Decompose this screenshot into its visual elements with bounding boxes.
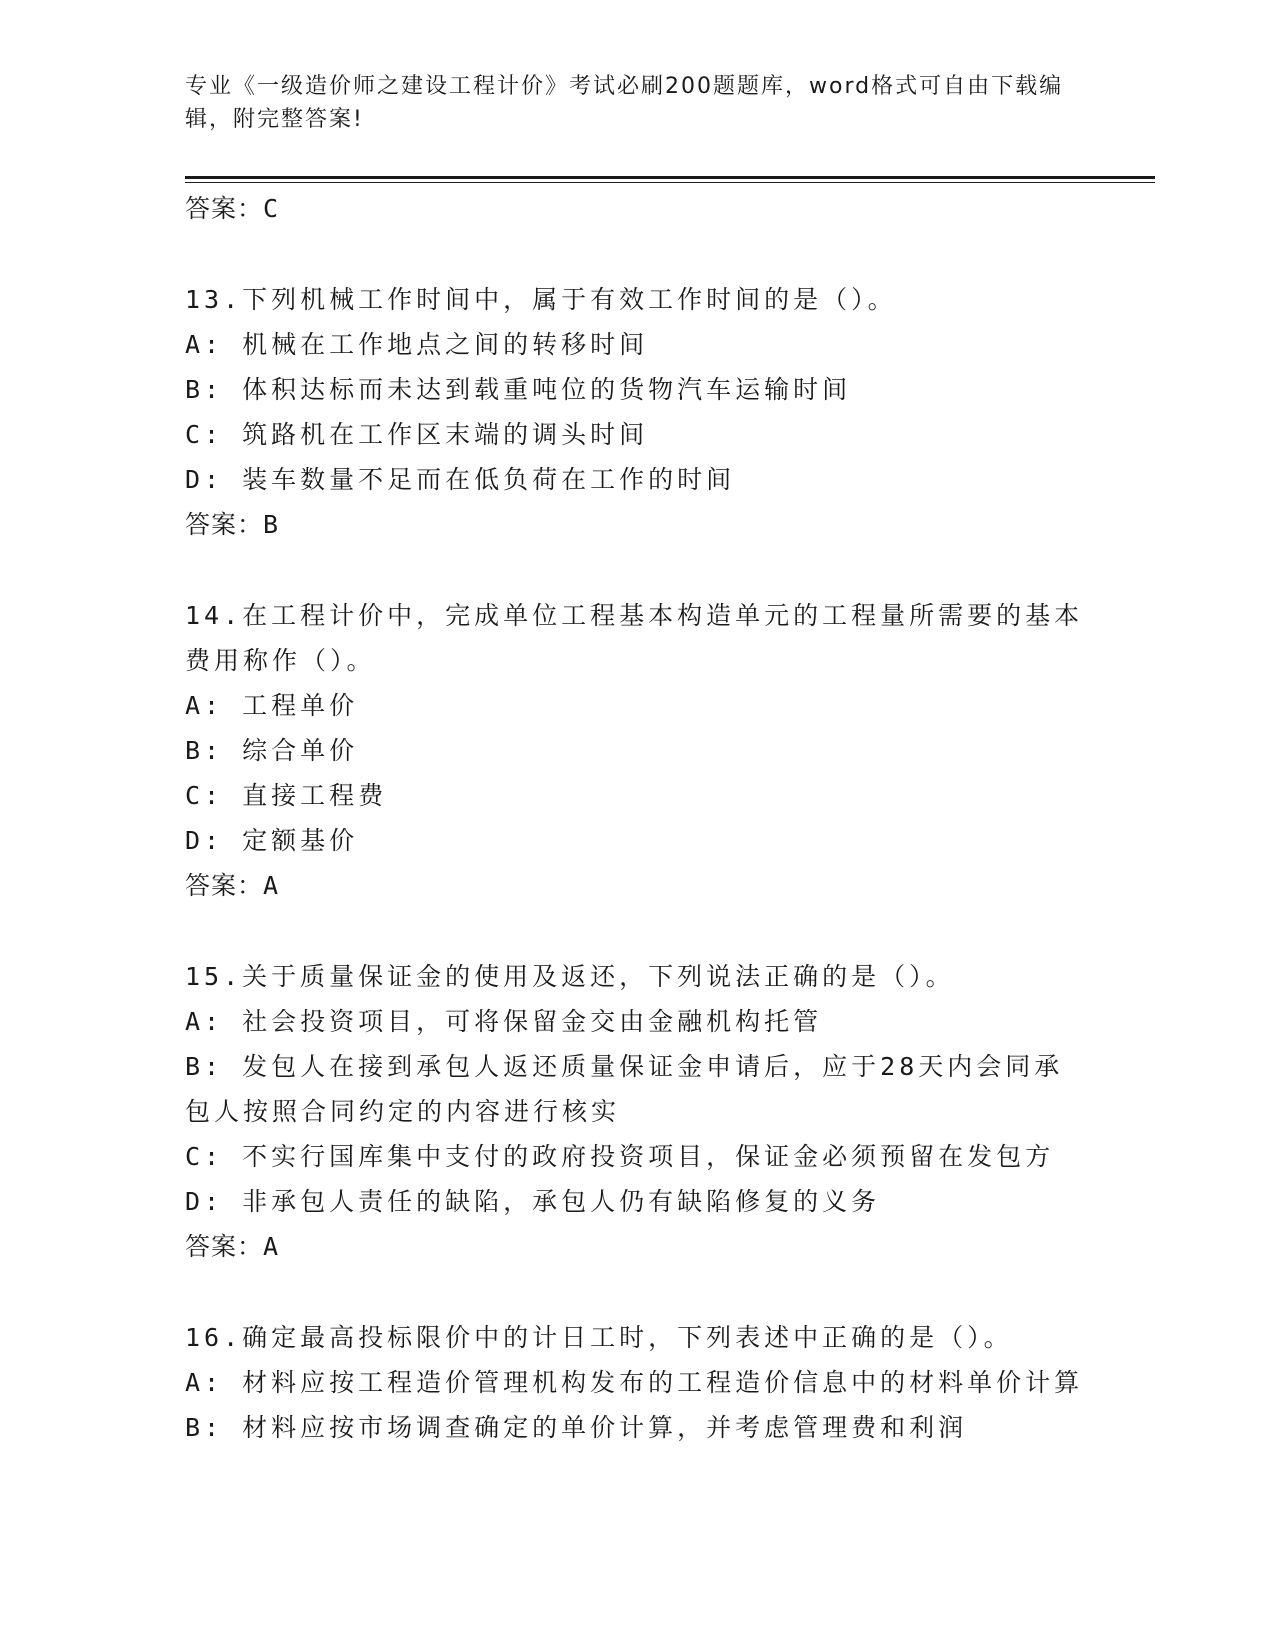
answer-line [185,186,1085,231]
question-block [185,277,1085,547]
header-rule-thin [185,182,1155,183]
question-stem: 14.在工程计价中，完成单位工程基本构造单元的工程量所需要的基本费用称作（）。 [185,601,1084,675]
option-b: B: 发包人在接到承包人返还质量保证金申请后，应于28天内会同承包人按照合同约定的内容进行核实 [185,1052,1064,1126]
option-b: B: 体积达标而未达到载重吨位的货物汽车运输时间 [185,375,852,404]
option-a: A: 社会投资项目，可将保留金交由金融机构托管 [185,1007,823,1036]
answer-value: C [263,194,280,223]
question-stem: 16.确定最高投标限价中的计日工时，下列表述中正确的是（）。 [185,1323,1013,1352]
answer-value: A [263,1232,280,1261]
option-c: C: 筑路机在工作区末端的调头时间 [185,420,649,449]
question-list [185,186,1085,1450]
option-a: A: 机械在工作地点之间的转移时间 [185,330,649,359]
answer-label: 答案： [185,194,264,223]
document-header: 专业《一级造价师之建设工程计价》考试必刷200题题库，word格式可自由下载编辑，附完整答案! [185,74,1064,132]
header-rule-thick [185,176,1155,179]
option-a: A: 材料应按工程造价管理机构发布的工程造价信息中的材料单价计算 [185,1368,1084,1397]
question-block [185,1315,1085,1450]
answer-label: 答案： [185,510,264,539]
option-c: C: 不实行国库集中支付的政府投资项目，保证金必须预留在发包方 [185,1142,1055,1171]
option-b: B: 综合单价 [185,736,359,765]
answer-line [185,502,1085,547]
question-block [185,593,1085,908]
answer-label: 答案： [185,1232,264,1261]
option-d: D: 非承包人责任的缺陷，承包人仍有缺陷修复的义务 [185,1187,881,1216]
question-stem: 13.下列机械工作时间中，属于有效工作时间的是（）。 [185,285,897,314]
answer-line [185,1224,1085,1269]
option-c: C: 直接工程费 [185,781,388,810]
answer-value: A [263,871,280,900]
option-b: B: 材料应按市场调查确定的单价计算，并考虑管理费和利润 [185,1413,968,1442]
question-stem: 15.关于质量保证金的使用及返还，下列说法正确的是（）。 [185,962,955,991]
option-a: A: 工程单价 [185,691,359,720]
question-block [185,954,1085,1269]
answer-value: B [263,510,280,539]
answer-label: 答案： [185,871,264,900]
option-d: D: 定额基价 [185,826,359,855]
answer-line [185,863,1085,908]
option-d: D: 装车数量不足而在低负荷在工作的时间 [185,465,736,494]
